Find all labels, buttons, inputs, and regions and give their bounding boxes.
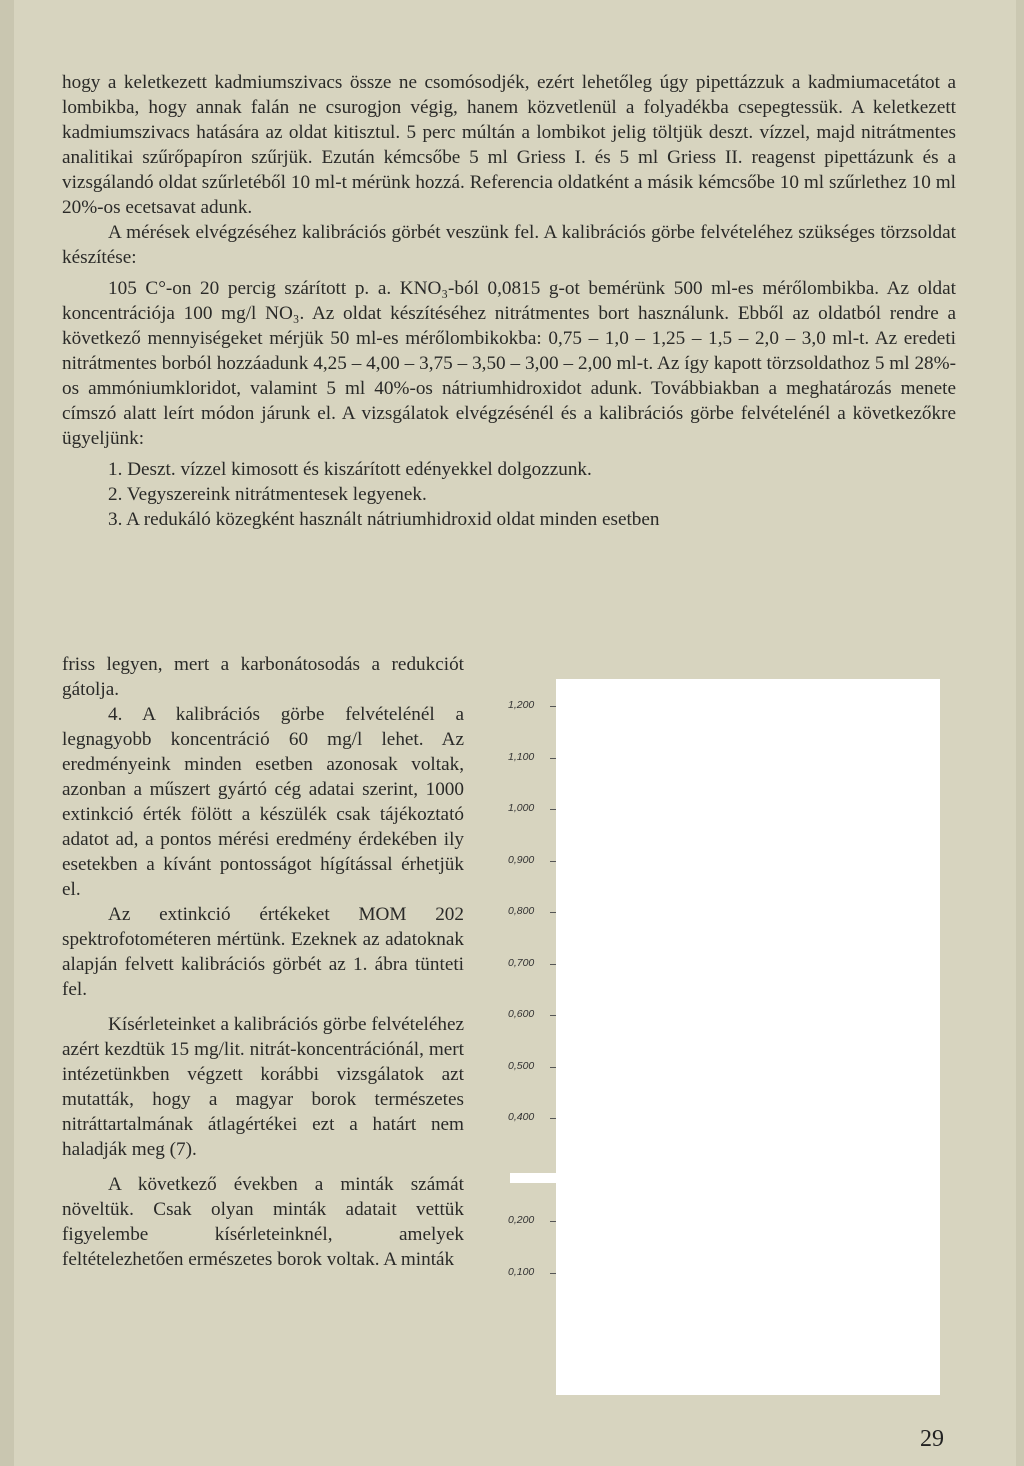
y-tick-mark	[550, 1273, 556, 1274]
y-tick-label: 0,900	[508, 853, 535, 866]
page-number: 29	[920, 1426, 944, 1452]
column-paragraph-1: friss legyen, mert a karbonátosodás a redukciót gátolja.	[62, 654, 464, 700]
y-tick-mark	[550, 706, 556, 707]
body-text-top	[62, 70, 956, 532]
y-tick-label: 0,500	[508, 1059, 535, 1072]
y-tick-label: 1,000	[508, 802, 535, 814]
y-tick-label: 0,400	[508, 1111, 535, 1123]
y-tick-mark	[550, 1118, 556, 1119]
page-right-edge	[1016, 0, 1024, 1466]
chart-plot-area	[556, 679, 940, 1395]
column-paragraph-3: Az extinkció értékeket MOM 202 spektrofotométeren mértünk. Ezeknek az adatoknak alapján felvett kalibrációs görbét az 1. ábra tünteti fel.	[62, 904, 464, 1000]
y-tick-mark	[550, 1067, 556, 1068]
y-tick-mark	[550, 861, 556, 862]
y-tick-label: 0,100	[508, 1265, 535, 1278]
column-paragraph-5: A következő években a minták számát növeltük. Csak olyan minták adatait vettük figyelembe kísérleteinknél, amelyek feltételezhetően ermészetes borok voltak. A minták	[62, 1174, 464, 1270]
y-tick-label: 0,200	[508, 1214, 535, 1226]
y-tick-label: 1,200	[508, 699, 535, 711]
body-text-column	[62, 652, 464, 1272]
y-tick-mark	[550, 964, 556, 965]
list-item-3: 3. A redukáló közegként használt nátriumhidroxid oldat minden esetben	[108, 509, 660, 530]
column-paragraph-4: Kísérleteinket a kalibrációs görbe felvételéhez azért kezdtük 15 mg/lit. nitrát-koncentrációnál, mert intézetünkben végzett korábbi vizsgálatok azt mutatták, hogy a magyar borok természetes nitráttartalmának átlagértékei ezt a határt nem haladják meg (7).	[62, 1014, 464, 1160]
paragraph-1: hogy a keletkezett kadmiumszivacs össze ne csomósodjék, ezért lehetőleg úgy pipettázzuk a kadmiumacetátot a lombikba, hogy annak falán ne csurogjon végig, hanem közvetlenül a folyadékba csepegtessük. A keletkezett kadmiumszivacs hatására az oldat kitisztul. 5 perc múltán a lombikot jelig töltjük deszt. vízzel, majd nitrátmentes analitikai szűrőpapíron szűrjük. Ezután kémcsőbe 5 ml Griess I. és 5 ml Griess II. reagenst pipettázunk és a vizsgálandó oldat szűrletéből 10 ml-t mérünk hozzá. Referencia oldatként a másik kémcsőbe 10 ml szűrlethez 10 ml 20%-os ecetsavat adunk.	[62, 72, 956, 218]
y-tick-mark	[550, 912, 556, 913]
y-tick-label: 0,600	[508, 1008, 535, 1020]
y-tick-mark	[550, 809, 556, 810]
y-tick-mark	[550, 1015, 556, 1016]
paragraph-2: A mérések elvégzéséhez kalibrációs görbét veszünk fel. A kalibrációs görbe felvételéhez szükséges törzsoldat készítése:	[62, 222, 956, 268]
list-item-1: 1. Deszt. vízzel kimosott és kiszárított edényekkel dolgozzunk.	[108, 459, 592, 480]
column-paragraph-2: 4. A kalibrációs görbe felvételénél a legnagyobb koncentráció 60 mg/l lehet. Az eredményeink minden esetben azonosak voltak, azonban a műszert gyártó cég adatai szerint, 1000 extinkció érték fölött a készülék csak tájékoztató adatot ad, a pontos mérési eredmény érdekében ily esetekben a kívánt pontosságot hígítással érhetjük el.	[62, 704, 464, 900]
paragraph-3: 105 C°-on 20 percig szárított p. a. KNO₃-ból 0,0815 g-ot bemérünk 500 ml-es mérőlombikba. Az oldat koncentrációja 100 mg/l NO₃. Az oldat készítéséhez nitrátmentes bort használunk. Ebből az oldatból rendre a következő mennyiségeket mérjük 50 ml-es mérőlombikokba: 0,75 – 1,0 – 1,25 – 1,5 – 2,0 – 3,0 ml-t. Az eredeti nitrátmentes borból hozzáadunk 4,25 – 4,00 – 3,75 – 3,50 – 3,00 – 2,00 ml-t. Az így kapott törzsoldathoz 5 ml 28%-os ammóniumkloridot, valamint 5 ml 40%-os nátriumhidroxidot adunk. Továbbiakban a meghatározás menete címszó alatt leírt módon járunk el. A vizsgálatok elvégzésénél és a kalibrációs görbe felvételénél a következőkre ügyeljünk:	[62, 278, 956, 449]
calibration-chart	[500, 679, 940, 1395]
y-tick-mark	[550, 1221, 556, 1222]
list-item-2: 2. Vegyszereink nitrátmentesek legyenek.	[108, 484, 427, 505]
y-tick-label: 0,700	[508, 956, 535, 969]
y-tick-mark	[550, 758, 556, 759]
chart-label-redaction	[510, 1173, 556, 1183]
y-tick-label: 1,100	[508, 750, 535, 763]
page-left-edge	[0, 0, 14, 1466]
y-tick-label: 0,800	[508, 905, 535, 917]
